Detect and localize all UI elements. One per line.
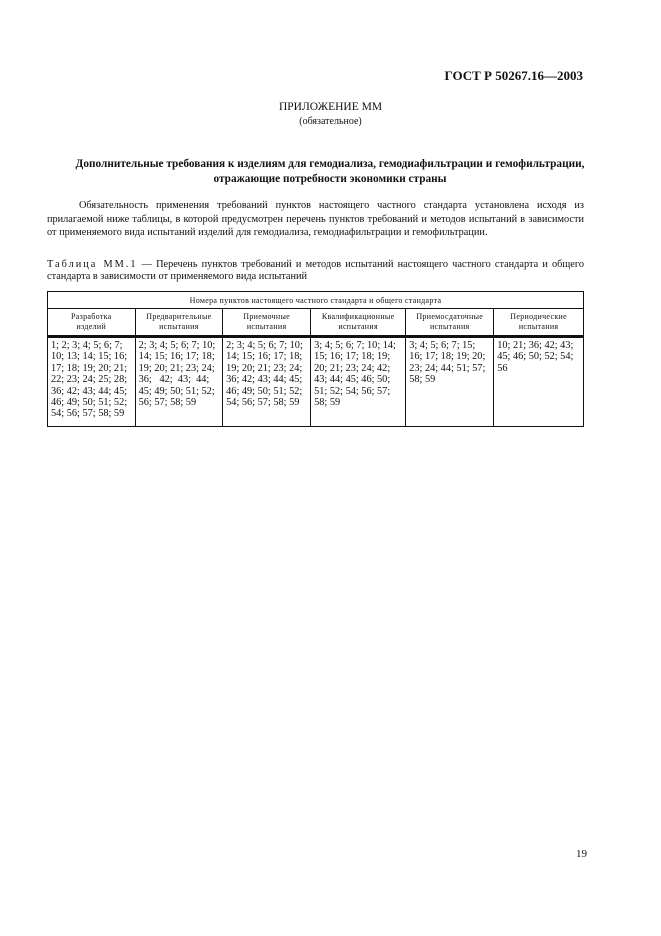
column-header	[223, 309, 311, 337]
cell-line: 2; 3; 4; 5; 6; 7; 10;	[138, 340, 216, 351]
cell-line: 54; 56; 57; 58; 59	[226, 397, 300, 409]
column-header	[406, 309, 494, 337]
section-heading	[40, 157, 620, 187]
cell-line: 36; 42; 43; 44;	[138, 374, 210, 386]
column-header	[494, 309, 584, 337]
column-header-line: испытания	[518, 322, 559, 331]
cell-line: 46; 49; 50; 51; 52;	[226, 385, 303, 397]
column-header	[48, 309, 136, 337]
table-row	[48, 337, 584, 427]
page-number: 19	[576, 848, 587, 860]
cell-line: 51; 52; 54; 56; 57;	[314, 385, 391, 397]
column-header-line: Приемочные	[243, 312, 290, 321]
cell-line: 3; 4; 5; 6; 7; 10; 14;	[314, 340, 396, 351]
cell-line: 20; 21; 23; 24; 42;	[314, 362, 391, 374]
cell-line: 56; 57; 58; 59	[138, 397, 197, 409]
cell-line: 22; 23; 24; 25; 28;	[51, 374, 128, 386]
column-header-line: испытания	[246, 322, 287, 331]
document-id: ГОСТ Р 50267.16—2003	[444, 68, 583, 83]
column-header	[311, 309, 406, 337]
cell-line: 2; 3; 4; 5; 6; 7; 10;	[226, 340, 303, 351]
cell-line: 3; 4; 5; 6; 7; 15;	[409, 340, 476, 351]
column-header	[135, 309, 223, 337]
cell-line: 36; 42; 43; 44; 45;	[51, 385, 128, 397]
table-cell	[223, 337, 311, 427]
cell-line: 43; 44; 45; 46; 50;	[314, 374, 391, 386]
cell-line: 19; 20; 21; 23; 24;	[138, 362, 215, 374]
paragraph-text: Обязательность применения требований пунктов настоящего частного стандарта установлена исходя из прилагаемой ниже таблицы, в которой предусмотрен перечень пунктов требований и методов испытаний в зависимости от применяемого вида испытаний изделий для гемодиализа, гемодиафильтрации и гемофильтрации.	[47, 200, 584, 238]
cell-line: 1; 2; 3; 4; 5; 6; 7;	[51, 340, 123, 351]
table-cell	[135, 337, 223, 427]
cell-line: 14; 15; 16; 17; 18;	[226, 351, 303, 363]
cell-line: 46; 49; 50; 51; 52;	[51, 397, 128, 409]
column-header-line: Разработка	[71, 312, 112, 321]
body-paragraph	[47, 199, 584, 240]
cell-line: 10; 13; 14; 15; 16;	[51, 351, 128, 363]
cell-line: 10; 21; 36; 42; 43;	[497, 340, 574, 351]
table-header: Номера пунктов настоящего частного стандарта и общего стандарта	[48, 292, 584, 309]
column-header-line: Приемосдаточные	[416, 312, 484, 321]
cell-line: 17; 18; 19; 20; 21;	[51, 362, 128, 374]
annex-title: ПРИЛОЖЕНИЕ ММ	[278, 101, 383, 113]
table-cell	[494, 337, 584, 427]
column-header-line: Квалификационные	[321, 312, 395, 321]
cell-line: 58; 59	[314, 397, 341, 409]
cell-line: 14; 15; 16; 17; 18;	[138, 351, 215, 363]
column-header-line: изделий	[76, 322, 107, 331]
cell-line: 19; 20; 21; 23; 24;	[226, 362, 303, 374]
cell-line: 45; 46; 50; 52; 54;	[497, 351, 574, 363]
column-header-line: испытания	[429, 322, 470, 331]
table-caption-text: — Перечень пунктов требований и методов испытаний настоящего частного стандарта и общего стандарта в зависимости от применяемого вида испытаний	[47, 259, 584, 282]
column-header-line: испытания	[338, 322, 378, 331]
cell-line: 36; 42; 43; 44; 45;	[226, 374, 303, 386]
annex-status: (обязательное)	[299, 116, 362, 127]
requirements-table	[47, 291, 584, 427]
cell-line: 16; 17; 18; 19; 20;	[409, 351, 486, 363]
column-header-line: Предварительные	[146, 312, 212, 321]
heading-line: Дополнительные требования к изделиям для гемодиализа, гемодиафильтрации и гемофильтрации,	[75, 158, 585, 170]
heading-line: отражающие потребности экономики страны	[213, 173, 447, 185]
cell-line: 54; 56; 57; 58; 59	[51, 408, 125, 420]
table-cell	[48, 337, 136, 427]
cell-line: 58; 59	[409, 374, 436, 386]
table-cell	[406, 337, 494, 427]
column-header-line: Периодические	[510, 312, 567, 321]
column-header-line: испытания	[159, 322, 199, 331]
cell-line: 23; 24; 44; 51; 57;	[409, 362, 486, 374]
cell-line: 45; 49; 50; 51; 52;	[138, 385, 215, 397]
table-caption-label: Таблица ММ.1	[47, 259, 138, 270]
table-cell	[311, 337, 406, 427]
table-caption	[47, 259, 584, 283]
cell-line: 15; 16; 17; 18; 19;	[314, 351, 391, 363]
cell-line: 56	[497, 362, 508, 374]
column-header-row	[48, 309, 584, 337]
